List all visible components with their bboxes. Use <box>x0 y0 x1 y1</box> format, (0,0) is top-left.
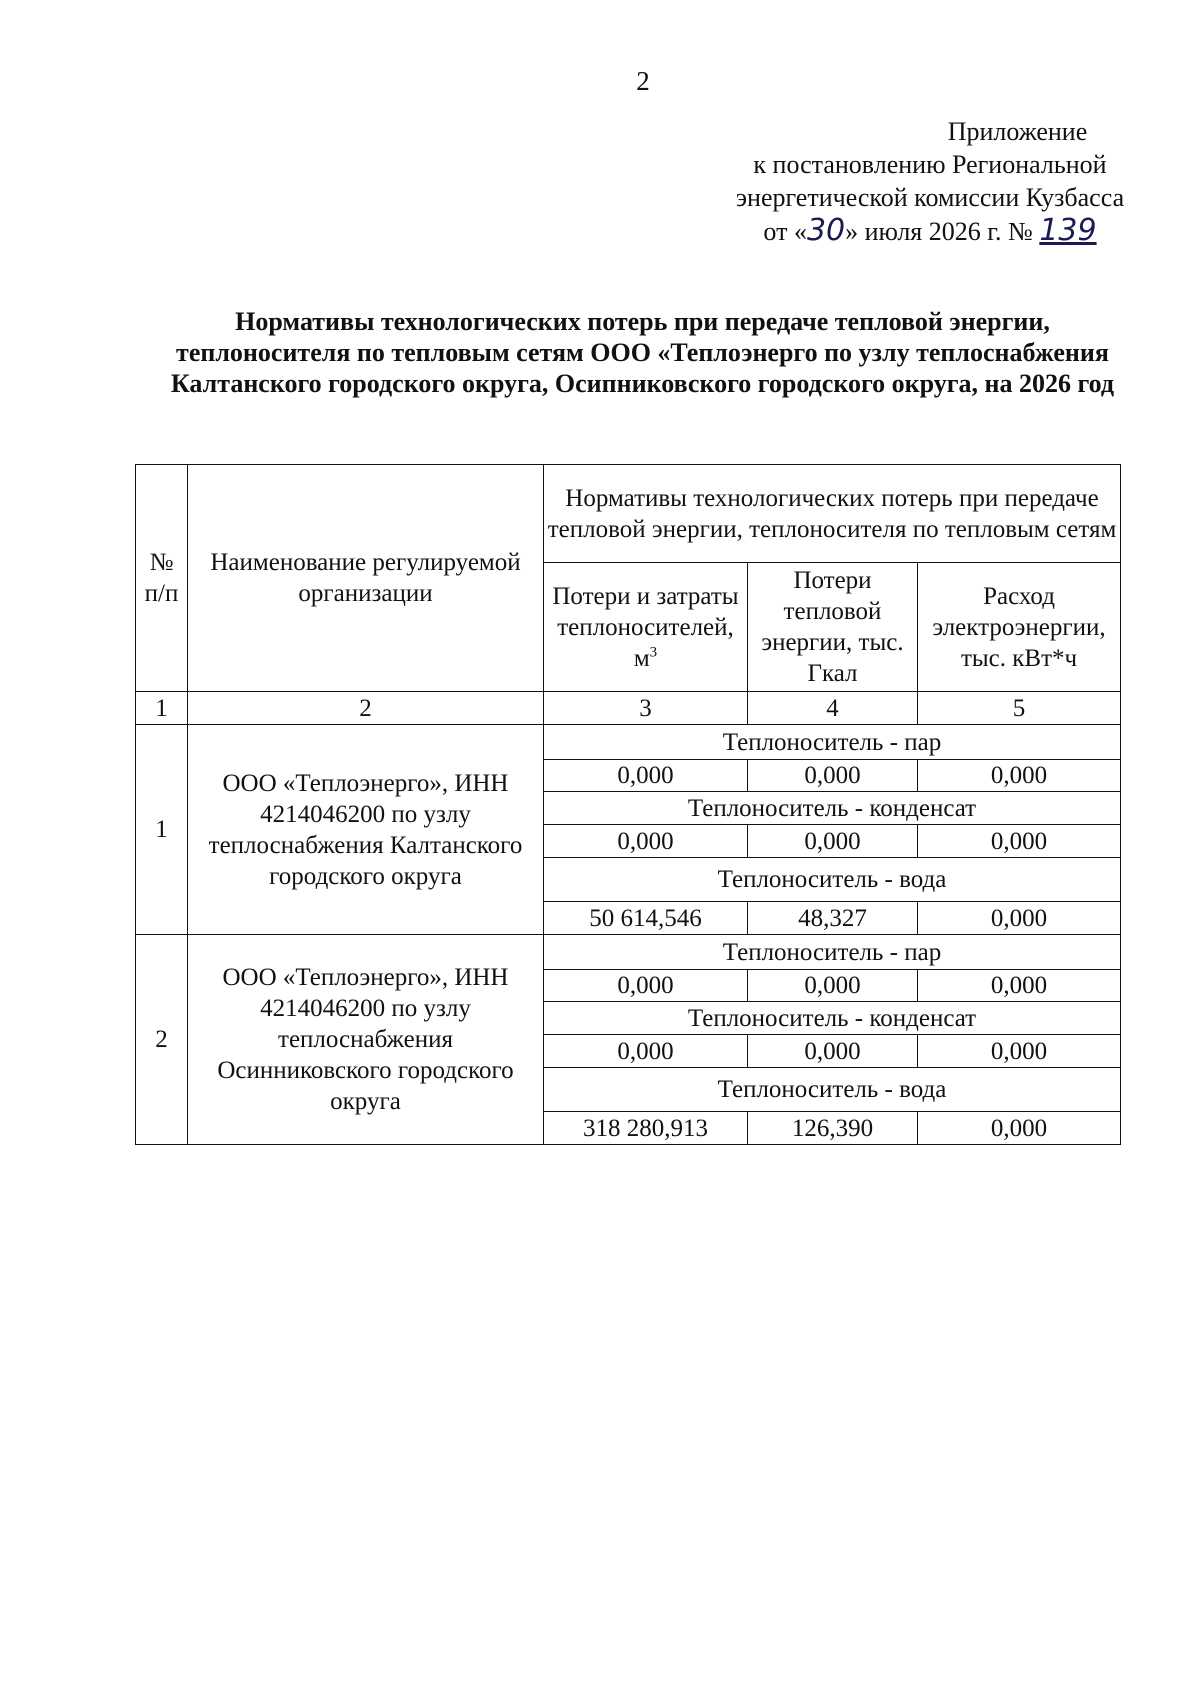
col-number-2: 2 <box>188 692 544 725</box>
row-2-steam-v1: 0,000 <box>544 970 748 1002</box>
header-col3-text: Потери и затраты теплоносителей, м <box>552 582 739 672</box>
row-1-steam-v2: 0,000 <box>748 760 918 792</box>
row-1-section-steam: Теплоноситель - пар <box>544 725 1121 760</box>
date-suffix: » июля 2026 г. № <box>845 217 1033 246</box>
header-group: Нормативы технологических потерь при передаче тепловой энергии, теплоносителя по тепловым сетям <box>544 465 1121 563</box>
row-1-section-condensate: Теплоноситель - конденсат <box>544 792 1121 825</box>
appendix-block <box>620 115 1200 248</box>
row-2-condensate-v3: 0,000 <box>918 1035 1121 1068</box>
norms-table <box>135 464 1121 1145</box>
header-col3-sup: 3 <box>649 644 658 661</box>
header-col3 <box>544 563 748 692</box>
col-number-5: 5 <box>918 692 1121 725</box>
col-number-4: 4 <box>748 692 918 725</box>
row-1-num: 1 <box>136 725 188 935</box>
row-2-section-steam: Теплоноситель - пар <box>544 935 1121 970</box>
row-2-condensate-v1: 0,000 <box>544 1035 748 1068</box>
col-number-1: 1 <box>136 692 188 725</box>
row-2-section-condensate: Теплоноситель - конденсат <box>544 1002 1121 1035</box>
header-name: Наименование регулируемой организации <box>188 465 544 692</box>
header-col5: Расход электроэнергии, тыс. кВт*ч <box>918 563 1121 692</box>
handwritten-day: 30 <box>806 213 846 248</box>
row-1-condensate-v1: 0,000 <box>544 825 748 858</box>
row-2-water-v3: 0,000 <box>918 1112 1121 1145</box>
appendix-line-2: к постановлению Региональной <box>753 150 1107 179</box>
header-num: № п/п <box>136 465 188 692</box>
row-2-water-v1: 318 280,913 <box>544 1112 748 1145</box>
row-2-section-water: Теплоноситель - вода <box>544 1068 1121 1112</box>
row-2-condensate-v2: 0,000 <box>748 1035 918 1068</box>
row-1-condensate-v3: 0,000 <box>918 825 1121 858</box>
row-2-steam-v3: 0,000 <box>918 970 1121 1002</box>
row-2-num: 2 <box>136 935 188 1145</box>
row-1-water-v2: 48,327 <box>748 902 918 935</box>
document-title: Нормативы технологических потерь при передаче тепловой энергии, теплоносителя по тепловым сетям ООО «Теплоэнерго по узлу теплоснабжения Калтанского городского округа, Осипниковского городского округа, на 2026 год <box>170 307 1115 398</box>
appendix-line-1: Приложение <box>947 117 1088 146</box>
row-1-section-water: Теплоноситель - вода <box>544 858 1121 902</box>
row-1-water-v3: 0,000 <box>918 902 1121 935</box>
page-number: 2 <box>636 66 650 96</box>
row-1-steam-v1: 0,000 <box>544 760 748 792</box>
row-2-water-v2: 126,390 <box>748 1112 918 1145</box>
date-prefix: от « <box>763 217 807 246</box>
col-number-3: 3 <box>544 692 748 725</box>
row-1-name: ООО «Теплоэнерго», ИНН 4214046200 по узлу теплоснабжения Калтанского городского округа <box>188 725 544 935</box>
appendix-date-line <box>620 214 1200 248</box>
handwritten-number: 139 <box>1039 213 1097 248</box>
appendix-line-3: энергетической комиссии Кузбасса <box>735 183 1125 212</box>
row-1-condensate-v2: 0,000 <box>748 825 918 858</box>
row-1-steam-v3: 0,000 <box>918 760 1121 792</box>
row-1-water-v1: 50 614,546 <box>544 902 748 935</box>
row-2-name: ООО «Теплоэнерго», ИНН 4214046200 по узлу теплоснабжения Осинниковского городского округа <box>188 935 544 1145</box>
header-col4: Потери тепловой энергии, тыс. Гкал <box>748 563 918 692</box>
row-2-steam-v2: 0,000 <box>748 970 918 1002</box>
